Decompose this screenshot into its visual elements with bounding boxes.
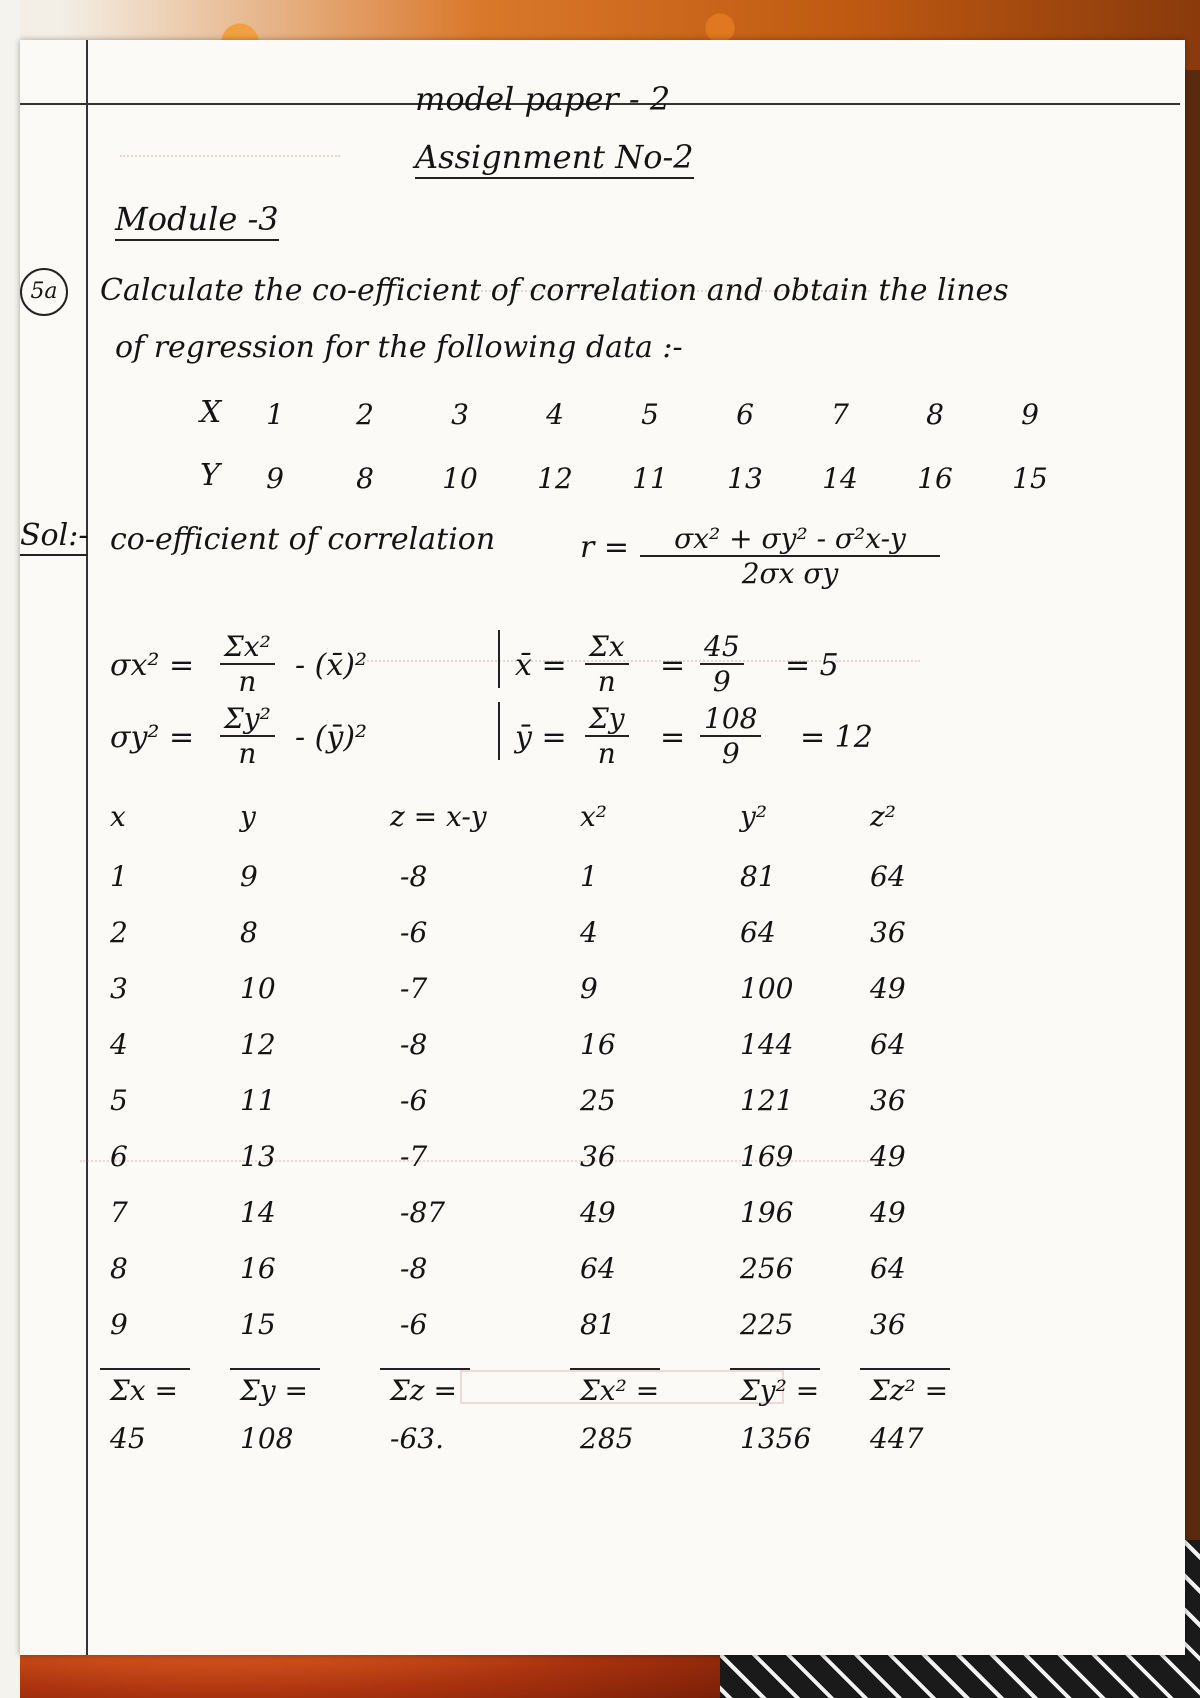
sigma-y-numerator: Σy² <box>220 702 275 737</box>
x-mean-value-denominator: 9 <box>712 665 731 698</box>
y-squared-value: 121 <box>740 1084 794 1117</box>
header-y: y <box>240 800 256 833</box>
correlation-formula-fraction <box>640 522 940 590</box>
y-value: 10 <box>240 972 276 1005</box>
sum-y-label: Σy = <box>240 1374 308 1407</box>
x-mean-fraction <box>585 630 629 698</box>
question-text-line-2: of regression for the following data :- <box>115 330 683 365</box>
sigma-x-fraction <box>220 630 275 698</box>
sigma-y-denominator: n <box>238 737 257 770</box>
z-value: -8 <box>400 860 428 893</box>
z-value: -7 <box>400 1140 428 1173</box>
data-y-label: Y <box>200 458 220 493</box>
y-squared-value: 225 <box>740 1308 794 1341</box>
header-x: x <box>110 800 126 833</box>
page-margin-rule <box>86 40 88 1655</box>
correlation-formula-numerator: σx² + σy² - σ²x-y <box>640 522 940 557</box>
data-x-value: 6 <box>736 398 754 431</box>
data-x-value: 4 <box>546 398 564 431</box>
data-x-value: 5 <box>641 398 659 431</box>
data-y-value: 8 <box>356 462 374 495</box>
y-mean-equals: = <box>660 720 686 755</box>
vertical-separator <box>498 630 500 688</box>
sum-x-value: 45 <box>110 1422 146 1455</box>
question-number: 5a <box>20 268 68 316</box>
data-y-value: 16 <box>917 462 953 495</box>
x-value: 1 <box>110 860 128 893</box>
x-value: 6 <box>110 1140 128 1173</box>
z-value: -87 <box>400 1196 446 1229</box>
z-squared-value: 49 <box>870 972 906 1005</box>
y-value: 14 <box>240 1196 276 1229</box>
data-y-value: 11 <box>632 462 668 495</box>
z-value: -8 <box>400 1028 428 1061</box>
x-mean-result: = 5 <box>785 648 839 683</box>
z-value: -6 <box>400 916 428 949</box>
x-value: 2 <box>110 916 128 949</box>
x-squared-value: 64 <box>580 1252 616 1285</box>
sum-rule <box>100 1368 190 1370</box>
y-squared-value: 64 <box>740 916 776 949</box>
x-value: 4 <box>110 1028 128 1061</box>
z-value: -6 <box>400 1084 428 1117</box>
y-mean-value-denominator: 9 <box>721 737 740 770</box>
data-y-value: 14 <box>822 462 858 495</box>
solution-heading: co-efficient of correlation <box>110 522 496 557</box>
sum-rule <box>570 1368 660 1370</box>
x-squared-value: 1 <box>580 860 598 893</box>
sigma-y-tail: - (ȳ)² <box>295 720 368 755</box>
x-squared-value: 49 <box>580 1196 616 1229</box>
sum-y-squared-value: 1356 <box>740 1422 812 1455</box>
y-value: 12 <box>240 1028 276 1061</box>
x-squared-value: 25 <box>580 1084 616 1117</box>
x-value: 3 <box>110 972 128 1005</box>
y-value: 16 <box>240 1252 276 1285</box>
sigma-x-tail: - (x̄)² <box>295 648 368 683</box>
x-value: 5 <box>110 1084 128 1117</box>
z-squared-value: 64 <box>870 860 906 893</box>
sum-z-squared-value: 447 <box>870 1422 924 1455</box>
x-mean-equals: = <box>660 648 686 683</box>
y-squared-value: 169 <box>740 1140 794 1173</box>
y-squared-value: 100 <box>740 972 794 1005</box>
x-value: 9 <box>110 1308 128 1341</box>
y-mean-fraction <box>585 702 629 770</box>
data-y-value: 12 <box>537 462 573 495</box>
x-squared-value: 9 <box>580 972 598 1005</box>
sum-y-squared-label: Σy² = <box>740 1374 820 1407</box>
y-squared-value: 256 <box>740 1252 794 1285</box>
data-y-value: 13 <box>727 462 763 495</box>
y-mean-lhs: ȳ = <box>515 720 567 755</box>
sigma-x-numerator: Σx² <box>220 630 275 665</box>
sigma-x-lhs: σx² = <box>110 648 195 683</box>
z-squared-value: 64 <box>870 1028 906 1061</box>
sum-x-squared-label: Σx² = <box>580 1374 660 1407</box>
header-y-squared: y² <box>740 800 768 833</box>
solution-label: Sol:- <box>20 518 88 556</box>
y-value: 8 <box>240 916 258 949</box>
z-squared-value: 49 <box>870 1196 906 1229</box>
header-z-squared: z² <box>870 800 896 833</box>
sum-rule <box>860 1368 950 1370</box>
vertical-separator <box>498 702 500 760</box>
bleed-through-mark <box>120 135 340 157</box>
background-left-strip <box>0 0 20 1698</box>
x-mean-lhs: x̄ = <box>515 648 567 683</box>
y-mean-numerator: Σy <box>585 702 629 737</box>
data-x-value: 8 <box>926 398 944 431</box>
sum-rule <box>380 1368 470 1370</box>
z-squared-value: 36 <box>870 1308 906 1341</box>
y-value: 15 <box>240 1308 276 1341</box>
x-mean-numerator: Σx <box>585 630 629 665</box>
header-z: z = x-y <box>390 800 487 833</box>
x-squared-value: 4 <box>580 916 598 949</box>
sigma-y-lhs: σy² = <box>110 720 195 755</box>
y-mean-result: = 12 <box>800 720 873 755</box>
sum-x-label: Σx = <box>110 1374 178 1407</box>
notebook-page <box>20 40 1185 1655</box>
header-x-squared: x² <box>580 800 608 833</box>
data-y-value: 9 <box>266 462 284 495</box>
y-value: 9 <box>240 860 258 893</box>
z-squared-value: 64 <box>870 1252 906 1285</box>
y-value: 13 <box>240 1140 276 1173</box>
y-squared-value: 81 <box>740 860 776 893</box>
x-squared-value: 81 <box>580 1308 616 1341</box>
data-x-value: 2 <box>356 398 374 431</box>
sum-y-value: 108 <box>240 1422 294 1455</box>
z-squared-value: 36 <box>870 1084 906 1117</box>
module-heading: Module -3 <box>115 200 279 241</box>
data-y-value: 15 <box>1012 462 1048 495</box>
sigma-x-denominator: n <box>238 665 257 698</box>
z-squared-value: 49 <box>870 1140 906 1173</box>
x-squared-value: 16 <box>580 1028 616 1061</box>
y-squared-value: 144 <box>740 1028 794 1061</box>
y-mean-value-numerator: 108 <box>700 702 761 737</box>
x-value: 7 <box>110 1196 128 1229</box>
y-mean-value-fraction <box>700 702 761 770</box>
z-value: -6 <box>400 1308 428 1341</box>
question-text-line-1: Calculate the co-efficient of correlation and obtain the lines <box>100 273 1009 308</box>
sigma-y-fraction <box>220 702 275 770</box>
y-value: 11 <box>240 1084 276 1117</box>
assignment-heading: Assignment No-2 <box>415 138 694 179</box>
page-title: model paper - 2 <box>415 80 671 118</box>
data-x-value: 3 <box>451 398 469 431</box>
sum-rule <box>230 1368 320 1370</box>
sum-x-squared-value: 285 <box>580 1422 634 1455</box>
x-squared-value: 36 <box>580 1140 616 1173</box>
sum-rule <box>730 1368 820 1370</box>
z-value: -8 <box>400 1252 428 1285</box>
x-value: 8 <box>110 1252 128 1285</box>
data-y-value: 10 <box>442 462 478 495</box>
data-x-value: 7 <box>831 398 849 431</box>
sum-z-label: Σz = <box>390 1374 457 1407</box>
x-mean-value-numerator: 45 <box>700 630 744 665</box>
data-x-value: 9 <box>1021 398 1039 431</box>
y-mean-denominator: n <box>597 737 616 770</box>
y-squared-value: 196 <box>740 1196 794 1229</box>
x-mean-denominator: n <box>597 665 616 698</box>
x-mean-value-fraction <box>700 630 744 698</box>
correlation-formula-lhs: r = <box>580 530 630 565</box>
z-value: -7 <box>400 972 428 1005</box>
sum-z-squared-label: Σz² = <box>870 1374 949 1407</box>
sum-z-value: -63. <box>390 1422 444 1455</box>
data-x-value: 1 <box>266 398 284 431</box>
correlation-formula-denominator: 2σx σy <box>741 557 839 590</box>
data-x-label: X <box>200 395 222 430</box>
z-squared-value: 36 <box>870 916 906 949</box>
